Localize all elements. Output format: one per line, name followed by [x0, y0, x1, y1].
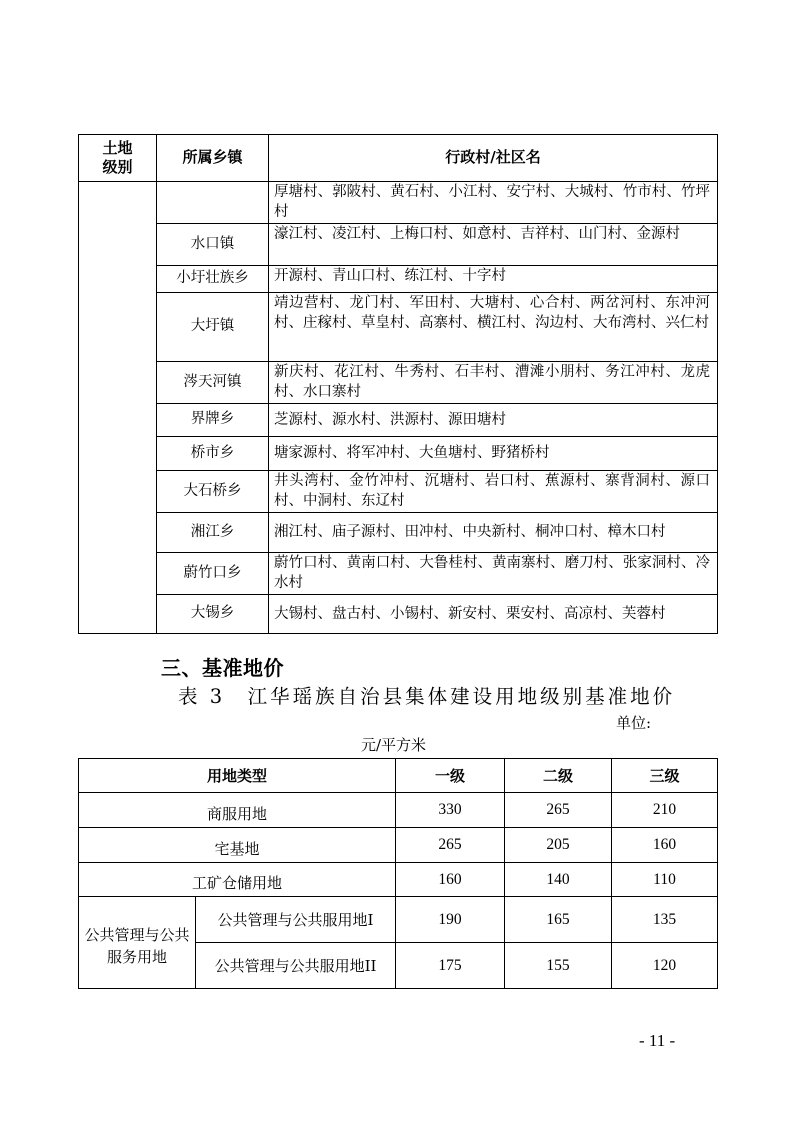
- villages-cell: 新庆村、花江村、牛秀村、石丰村、漕滩小朋村、务江冲村、龙虎村、水口寨村: [269, 362, 718, 404]
- town-cell: 涔天河镇: [157, 362, 269, 404]
- town-cell: [157, 182, 269, 224]
- town-cell: 大圩镇: [157, 293, 269, 362]
- header-land-type: 用地类型: [79, 759, 396, 793]
- land-level-cell: [79, 182, 157, 634]
- villages-cell: 厚塘村、郭陂村、黄石村、小江村、安宁村、大城村、竹市村、竹坪村: [269, 182, 718, 224]
- table-row: [79, 513, 718, 553]
- page-number: - 11 -: [639, 1031, 676, 1050]
- land-type-cell: 公共管理与公共服用地II: [196, 943, 396, 989]
- village-table-header: [79, 135, 718, 182]
- unit-label: 单位:: [616, 714, 652, 732]
- land-type-cell: 公共管理与公共服用地I: [196, 897, 396, 943]
- price-table: [78, 758, 718, 989]
- price-cell: 165: [505, 897, 612, 943]
- table-row: [79, 863, 718, 897]
- villages-cell: 井头湾村、金竹冲村、沉塘村、岩口村、蕉源村、寨背洞村、源口村、中洞村、东辽村: [269, 471, 718, 513]
- villages-cell: 大锡村、盘古村、小锡村、新安村、栗安村、高凉村、芙蓉村: [269, 595, 718, 634]
- villages-cell: 塘家源村、将军冲村、大鱼塘村、野猪桥村: [269, 437, 718, 471]
- header-level-3: 三级: [612, 759, 718, 793]
- table-row: [79, 897, 718, 943]
- price-cell: 160: [612, 828, 718, 863]
- price-cell: 160: [396, 863, 505, 897]
- header-land-level: 土地 级别: [79, 135, 157, 182]
- town-cell: 界牌乡: [157, 404, 269, 437]
- land-type-cell: 宅基地: [79, 828, 396, 863]
- town-cell: 小圩壮族乡: [157, 266, 269, 293]
- villages-cell: 开源村、青山口村、练江村、十字村: [269, 266, 718, 293]
- price-cell: 140: [505, 863, 612, 897]
- land-type-cell: 商服用地: [79, 793, 396, 828]
- village-table: [78, 134, 718, 634]
- price-cell: 190: [396, 897, 505, 943]
- town-cell: 大锡乡: [157, 595, 269, 634]
- unit-value: 元/平方米: [361, 736, 427, 754]
- section-heading: 三、基准地价: [161, 656, 284, 680]
- table-row: [79, 471, 718, 513]
- price-cell: 175: [396, 943, 505, 989]
- table-row: [79, 362, 718, 404]
- price-cell: 135: [612, 897, 718, 943]
- public-service-group-cell: 公共管理与公共服务用地: [79, 897, 196, 989]
- villages-cell: 濠江村、凌江村、上梅口村、如意村、吉祥村、山门村、金源村: [269, 224, 718, 266]
- land-type-cell: 工矿仓储用地: [79, 863, 396, 897]
- town-cell: 大石桥乡: [157, 471, 269, 513]
- price-cell: 155: [505, 943, 612, 989]
- header-villages: 行政村/社区名: [269, 135, 718, 182]
- header-level-1: 一级: [396, 759, 505, 793]
- table-row: [79, 293, 718, 362]
- table-row: [79, 224, 718, 266]
- price-cell: 205: [505, 828, 612, 863]
- table-row: [79, 266, 718, 293]
- price-cell: 110: [612, 863, 718, 897]
- table-caption: 表 3 江华瑶族自治县集体建设用地级别基准地价: [178, 685, 676, 708]
- table-row: [79, 595, 718, 634]
- price-table-header: [79, 759, 718, 793]
- table-row: [79, 437, 718, 471]
- price-cell: 330: [396, 793, 505, 828]
- villages-cell: 芝源村、源水村、洪源村、源田塘村: [269, 404, 718, 437]
- table-row: [79, 182, 718, 224]
- price-cell: 120: [612, 943, 718, 989]
- price-cell: 210: [612, 793, 718, 828]
- table-row: [79, 828, 718, 863]
- town-cell: 湘江乡: [157, 513, 269, 553]
- table-row: [79, 793, 718, 828]
- header-town: 所属乡镇: [157, 135, 269, 182]
- price-cell: 265: [505, 793, 612, 828]
- town-cell: 蔚竹口乡: [157, 553, 269, 595]
- price-cell: 265: [396, 828, 505, 863]
- town-cell: 桥市乡: [157, 437, 269, 471]
- villages-cell: 靖边营村、龙门村、军田村、大塘村、心合村、两岔河村、东冲河村、庄稼村、草皇村、高寨村、横江村、沟边村、大布湾村、兴仁村: [269, 293, 718, 362]
- table-row: [79, 553, 718, 595]
- table-row: [79, 404, 718, 437]
- villages-cell: 湘江村、庙子源村、田冲村、中央新村、桐冲口村、樟木口村: [269, 513, 718, 553]
- town-cell: 水口镇: [157, 224, 269, 266]
- header-level-2: 二级: [505, 759, 612, 793]
- villages-cell: 蔚竹口村、黄南口村、大鲁桂村、黄南寨村、磨刀村、张家洞村、冷水村: [269, 553, 718, 595]
